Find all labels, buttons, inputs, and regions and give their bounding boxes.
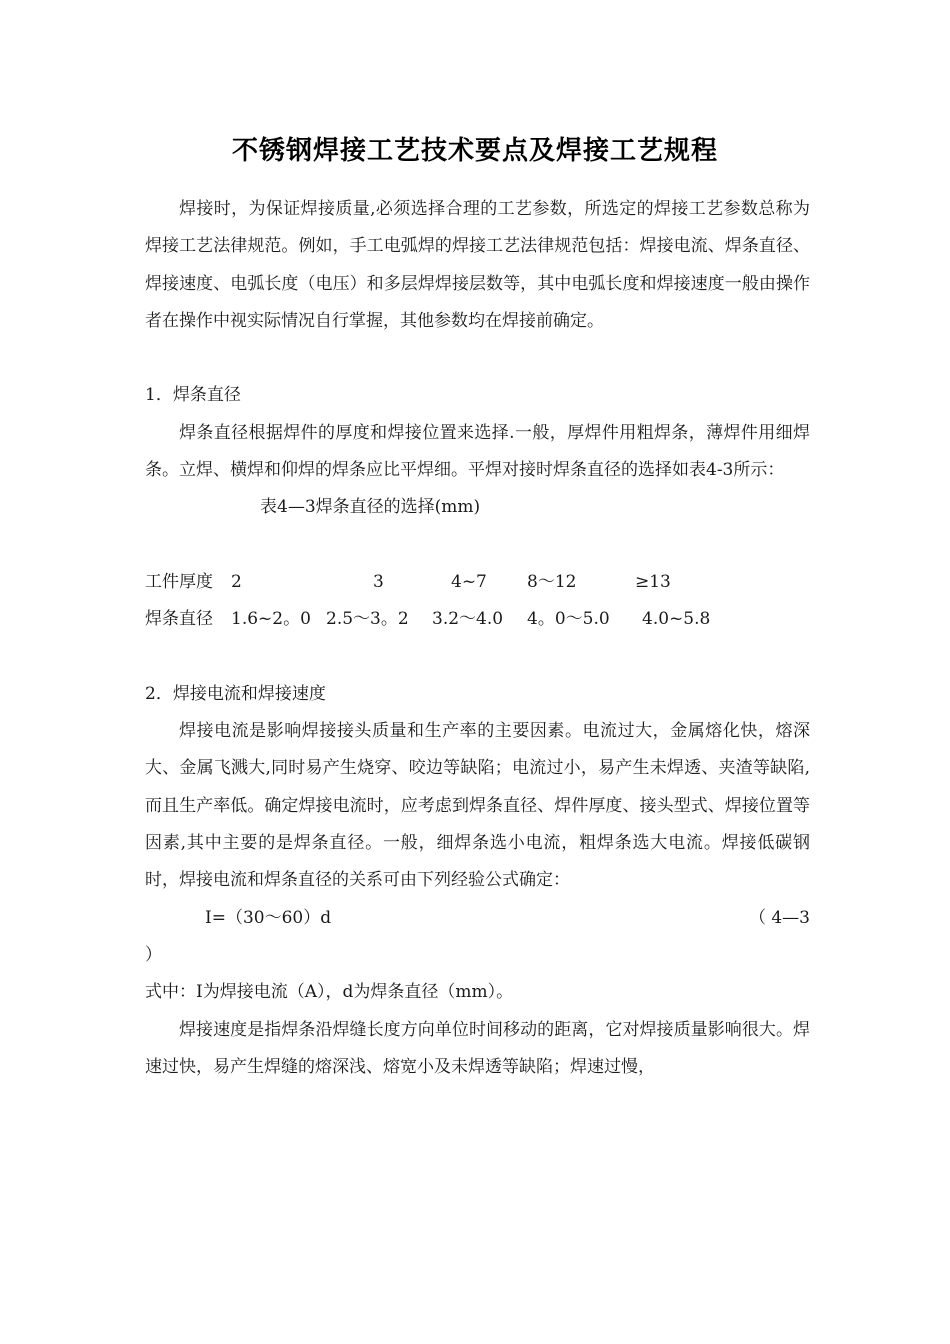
section1-paragraph: 焊条直径根据焊件的厚度和焊接位置来选择.一般，厚焊件用粗焊条，薄焊件用细焊条。立焊、横焊和仰焊的焊条应比平焊细。平焊对接时焊条直径的选择如表4-3所示： bbox=[145, 422, 810, 481]
section1-heading: 1．焊条直径 bbox=[145, 385, 241, 406]
table-cell: 3 bbox=[373, 571, 384, 592]
table-row bbox=[145, 564, 810, 601]
table-cell: 4。0～5.0 bbox=[527, 609, 610, 630]
table-cell: 4.0~5.8 bbox=[642, 609, 711, 630]
formula-note: 式中：I为焊接电流（A），d为焊条直径（mm）。 bbox=[145, 982, 514, 1003]
formula-number-close: ） bbox=[145, 944, 162, 965]
table-cell: 1.6~2。0 bbox=[231, 609, 311, 630]
formula: I=（30～60）d bbox=[205, 907, 332, 928]
table-cell: 8～12 bbox=[527, 571, 577, 592]
spacer bbox=[145, 527, 810, 564]
section2-paragraph-speed: 焊接速度是指焊条沿焊缝长度方向单位时间移动的距离，它对焊接质量影响很大。焊速过快，易产生焊缝的熔深浅、熔宽小及未焊透等缺陷；焊速过慢， bbox=[145, 1019, 810, 1077]
intro-paragraph: 焊接时，为保证焊接质量,必须选择合理的工艺参数，所选定的焊接工艺参数总称为焊接工艺法律规范。例如，手工电弧焊的焊接工艺法律规范包括：焊接电流、焊条直径、焊接速度、电弧长度（电压）和多层焊焊接层数等，其中电弧长度和焊接速度一般由操作者在操作中视实际情况自行掌握，其他参数均在焊接前确定。 bbox=[145, 199, 810, 331]
section2-paragraph: 焊接电流是影响焊接接头质量和生产率的主要因素。电流过大，金属熔化快，熔深大、金属飞溅大,同时易产生烧穿、咬边等缺陷；电流过小，易产生未焊透、夹渣等缺陷,而且生产率低。确定焊接电流时，应考虑到焊条直径、焊件厚度、接头型式、焊接位置等因素,其中主要的是焊条直径。一般，细焊条选小电流，粗焊条选大电流。焊接低碳钢时，焊接电流和焊条直径的关系可由下列经验公式确定： bbox=[145, 721, 810, 891]
table-row-label: 工件厚度 bbox=[145, 571, 213, 592]
table-cell: 2 bbox=[231, 571, 242, 592]
table-cell: ≥13 bbox=[635, 571, 671, 592]
document-title: 不锈钢焊接工艺技术要点及焊接工艺规程 bbox=[231, 136, 718, 166]
document-body bbox=[145, 191, 810, 1086]
formula-line bbox=[145, 900, 810, 937]
table-cell: 3.2～4.0 bbox=[432, 609, 504, 630]
table-cell: 2.5～3。2 bbox=[326, 609, 409, 630]
section2-heading: 2．焊接电流和焊接速度 bbox=[145, 683, 326, 704]
spacer bbox=[145, 639, 810, 676]
table-cell: 4~7 bbox=[451, 571, 487, 592]
table-caption: 表4—3焊条直径的选择(mm) bbox=[260, 497, 481, 518]
spacer bbox=[145, 340, 810, 377]
table-row-label: 焊条直径 bbox=[145, 609, 213, 630]
table-row bbox=[145, 601, 810, 638]
formula-number: （ 4—3 bbox=[748, 907, 810, 928]
